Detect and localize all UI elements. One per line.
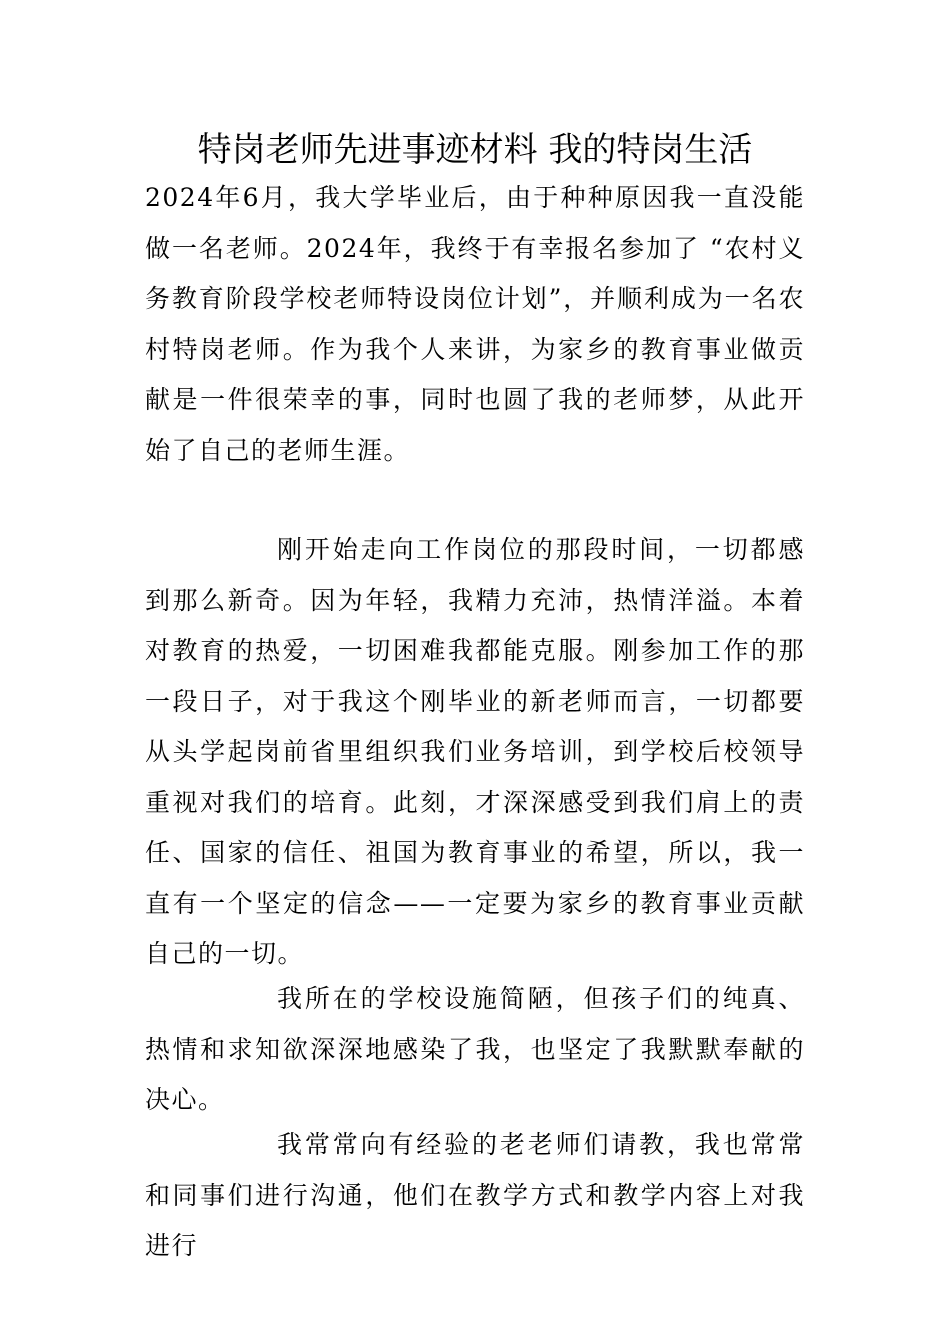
paragraph-2: 刚开始走向工作岗位的那段时间，一切都感到那么新奇。因为年轻，我精力充沛，热情洋溢。本着对教育的热爱，一切困难我都能克服。刚参加工作的那一段日子，对于我这个刚毕业的新老师而言，一切都要从头学起岗前省里组织我们业务培训，到学校后校领导重视对我们的培育。此刻，才深深感受到我们肩上的责任、国家的信任、祖国为教育事业的希望，所以，我一直有一个坚定的信念——一定要为家乡的教育事业贡献自己的一切。 [145,535,805,968]
document-title: 特岗老师先进事迹材料 我的特岗生活 [197,130,753,170]
paragraph-3: 我所在的学校设施简陋，但孩子们的纯真、热情和求知欲深深地感染了我，也坚定了我默默奉献的决心。 [145,984,805,1114]
paragraph-4: 我常常向有经验的老老师们请教，我也常常和同事们进行沟通，他们在教学方式和教学内容上对我进行 [145,1130,805,1260]
paragraph-1: 2024年6月，我大学毕业后，由于种种原因我一直没能做一名老师。2024年，我终于有幸报名参加了 “农村义务教育阶段学校老师特设岗位计划”，并顺利成为一名农村特岗老师。作为我个人来讲，为家乡的教育事业做贡献是一件很荣幸的事，同时也圆了我的老师梦，从此开始了自己的老师生涯。 [145,183,805,465]
